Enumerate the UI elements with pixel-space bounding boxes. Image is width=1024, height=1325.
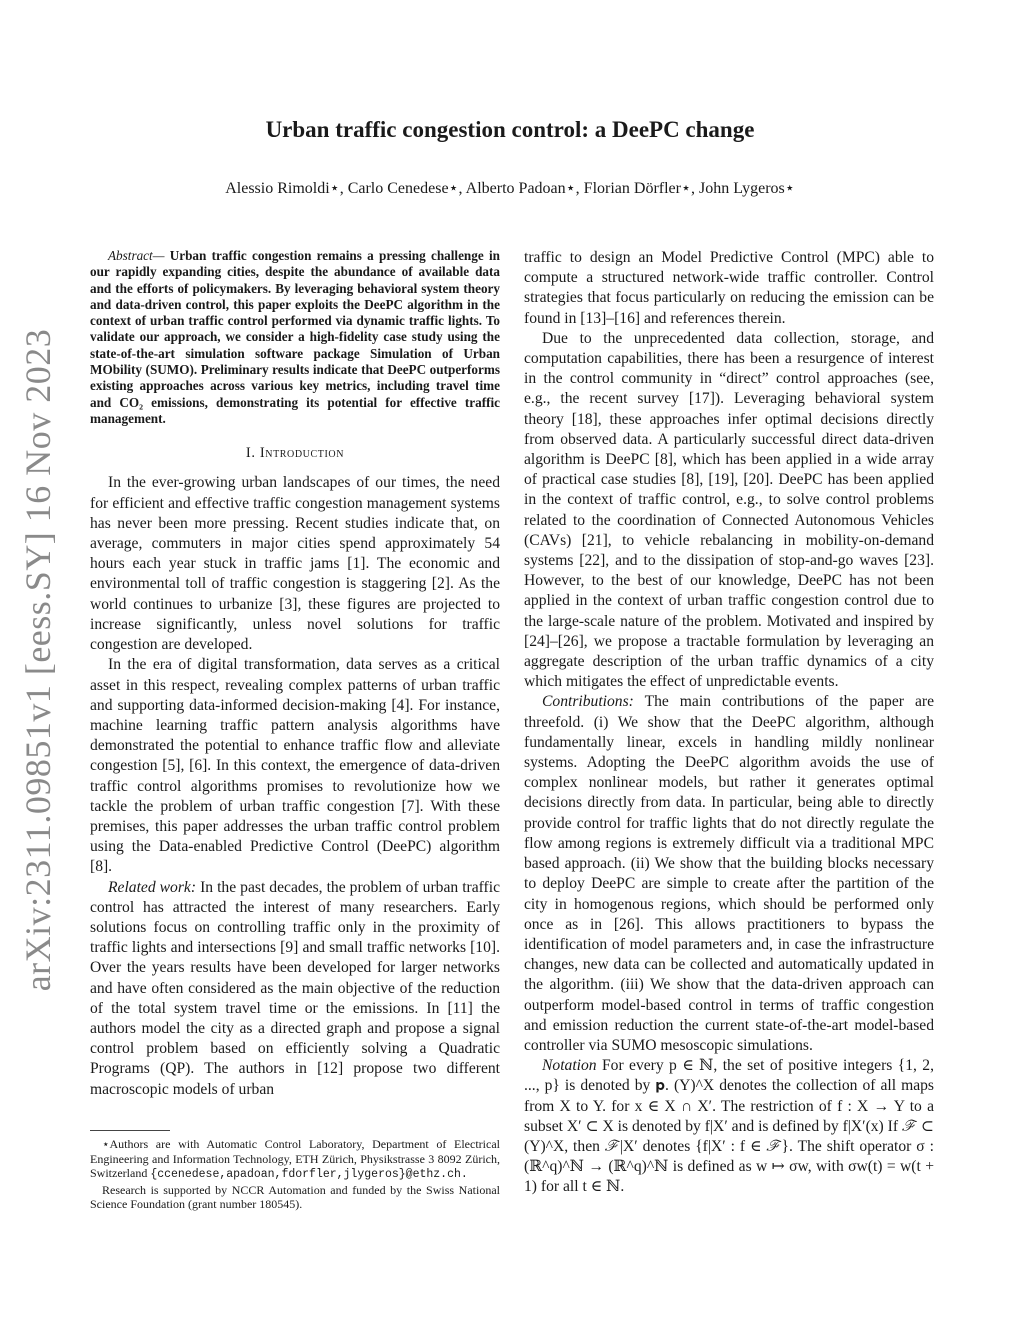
paper-title: Urban traffic congestion control: a DeePC change: [265, 117, 755, 142]
footnote-divider: [90, 1130, 170, 1131]
arxiv-sidebar: [8, 330, 68, 990]
section-number: I.: [245, 445, 260, 462]
related-work-heading: Related work:: [108, 878, 197, 896]
footnote-funding: Research is supported by NCCR Automation and funded by the Swiss National Science Foundation (grant number 180545).: [90, 1182, 500, 1212]
notation-heading: Notation: [542, 1057, 597, 1075]
paragraph: In the era of digital transformation, data serves as a critical asset in this respect, revealing complex patterns of urban traffic and supporting data-informed decision-making [4]. For instance, machine learning traffic pattern analysis algorithms have demonstrated the potential to enhance traffic flow and alleviate congestion [5], [6]. In this context, the emergence of data-driven traffic control algorithms promises to revolutionize how we tackle the problem of urban traffic congestion [7]. With these premises, this paper addresses the urban traffic control problem using the Data-enabled Predictive Control (DeePC) algorithm [8].: [90, 656, 500, 876]
contributions-heading: Contributions:: [542, 693, 634, 711]
paragraph: In the ever-growing urban landscapes of our times, the need for efficient and effective traffic congestion management systems has never been more pressing. Recent studies indicate that, on average, commuters in major cities spend approximately 54 hours each year stuck in traffic jams [1]. The economic and environmental toll of traffic congestion is staggering [2]. As the world continues to urbanize [3], these figures are projected to increase significantly, unless novel solutions for traffic congestion are developed.: [90, 474, 500, 654]
contributions-text: The main contributions of the paper are threefold. (i) We show that the DeePC algorithm, although fundamentally linear, excels in handling mildly nonlinear systems. Adopting the DeePC algorithm avoids the use of complex nonlinear models, but rather it generates optimal decisions directly from data. In particular, being able to directly provide control for traffic lights that do not directly regulate the flow among regions is extremely difficult via a traditional MPC based approach. (ii) We show that the building blocks necessary to deploy DeePC are simple to create after the partition of the city in homogenous regions, which should be performed only once as in [26]. This allows practitioners to bypass the identification of model parameters and, in case the infrastructure changes, new data can be collected and automatically updated in the algorithm. (iii) We show that the data-driven approach can outperform model-based control in terms of traffic congestion and emission reduction the current state-of-the-art model-based controller via SUMO mesoscopic simulations.: [524, 693, 934, 1054]
paragraph: Due to the unprecedented data collection, storage, and computation capabilities, there has been a resurgence of interest in the control community in “direct” control approaches (see, e.g., the recent survey [17]). Leveraging behavioral system theory [18], these approaches infer optimal decisions directly from observed data. A particularly successful direct data-driven algorithm is DeePC [8], which has been applied in a wide array of practical case studies [8], [19], [20]. DeePC has been applied in the context of traffic control, e.g., to solve control problems related to the coordination of Connected Autonomous Vehicles (CAVs) [21], to vehicle rebalancing in mobility-on-demand systems [22], and to the dissipation of stop-and-go waves [23]. However, to the best of our knowledge, DeePC has not been applied in the context of urban traffic congestion control due to the large-scale nature of the problem. Motivated and inspired by [24]–[26], we propose a tractable formulation by leveraging an aggregate description of the urban traffic dynamics of a city which mitigates the effect of unpredictable events.: [524, 329, 934, 691]
contributions-paragraph: [524, 692, 934, 1056]
section-heading-introduction: [90, 443, 500, 463]
notation-paragraph: [524, 1056, 934, 1197]
right-column: [524, 248, 934, 1198]
left-column: [90, 248, 500, 1100]
related-work-text: In the past decades, the problem of urban traffic control has attracted the interest of many researchers. Early solutions focus on controlling traffic only in the proximity of traffic lights and intersections [9] and small traffic networks [10]. Over the years results have been developed for larger networks and have often considered as the main objective of the reduction of the total system travel time or the emissions. In [11] the authors model the city as a directed graph and propose a signal control problem based on efficiently solving a Quadratic Programs (QP). The authors in [12] propose two different macroscopic models of urban: [90, 878, 501, 1098]
author-list: Alessio Rimoldi⋆, Carlo Cenedese⋆, Alberto Padoan⋆, Florian Dörfler⋆, John Lygeros⋆: [225, 180, 795, 197]
author-emails: {ccenedese,apadoan,fdorfler,jlygeros}@ethz.ch.: [150, 1168, 468, 1182]
notation-text: For every p ∈ ℕ, the set of positive integers {1, 2, ..., p} is denoted by 𝐩. (Y)^X denotes the collection of all maps from X to Y. for x ∈ X ∩ X′. The restriction of f : X → Y to a subset X′ ⊂ X is denoted by f|X′ and is defined by f|X′(x) If ℱ ⊂ (Y)^X, then ℱ|X′ denotes {f|X′ : f ∈ ℱ}. The shift operator σ : (ℝ^q)^ℕ → (ℝ^q)^ℕ is defined as w ↦ σw, with σw(t) = w(t + 1) for all t ∈ ℕ.: [524, 1057, 934, 1196]
section-title: Introduction: [259, 445, 345, 462]
affiliation-text: ⋆Authors are with Automatic Control Laboratory, Department of Electrical Engineering and Information Technology, ETH Zürich, Physikstrasse 3 8092 Zürich, Switzerland: [90, 1137, 500, 1181]
abstract: [90, 248, 500, 427]
footnote: [90, 1137, 500, 1212]
abstract-text: Urban traffic congestion remains a pressing challenge in our rapidly expanding cities, despite the abundance of available data and the efforts of policymakers. By leveraging behavioral system theory and data-driven control, this paper exploits the DeePC algorithm in the context of urban traffic control performed via dynamic traffic lights. To validate our approach, we consider a high-fidelity case study using the state-of-the-art simulation software package Simulation of Urban MObility (SUMO). Preliminary results indicate that DeePC outperforms existing approaches across various key metrics, including travel time and CO₂ emissions, demonstrating its potential for effective traffic management.: [90, 248, 500, 426]
related-work-paragraph: [90, 878, 500, 1100]
arxiv-identifier: arXiv:2311.09851v1 [eess.SY] 16 Nov 2023: [18, 328, 58, 992]
abstract-lead: Abstract—: [108, 248, 165, 263]
paragraph: traffic to design an Model Predictive Control (MPC) able to compute a structured network-wide traffic controller. Control strategies that focus particularly on reducing the emission can be found in [13]–[16] and references therein.: [524, 249, 934, 327]
footnote-affiliation: [90, 1137, 500, 1183]
